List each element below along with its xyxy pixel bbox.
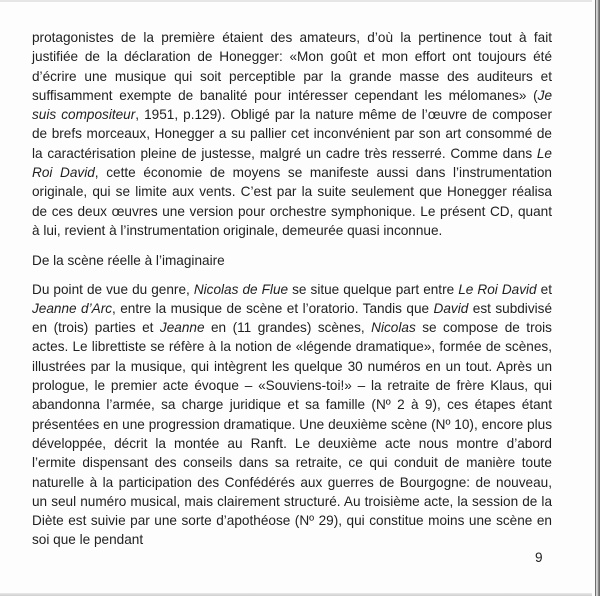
italic-title: Nicolas de Flue — [193, 281, 289, 297]
text-run: est subdivisé en (trois) parties et — [32, 300, 553, 336]
italic-title: Nicolas — [371, 320, 416, 336]
text-run: se situe quelque part entre — [288, 281, 459, 297]
italic-title: Le Roi David — [458, 281, 537, 297]
text-run: se compose de trois actes. Le librettiste se réfère à la notion de «légende dramatique», formée de scènes, illustrées par la musique, qui intègrent les quelque 30 numéros en un tout. Après un prologue, le premier acte évoque – «Souviens-toi!» – la retraite de frère Klaus, qui abandonna l’armée, sa charge juridique et sa famille (Nº 2 à 9), ces étapes étant présentées en une progression dramatique. Une deuxième scène (Nº 10), encore plus développée, décrit la montée au Ranft. Le deuxième acte nous montre d’abord l’ermite dispensant des conseils dans sa retraite, ce qui conduit de manière toute naturelle à la participation des Confédérés aux guerres de Bourgogne: de nouveau, un seul numéro musical, mais clairement structuré. Au troisième acte, la session de la Diète est suivie par une sorte d’apothéose (Nº 29), qui constitue moins une scène en soi que le pendant — [32, 320, 552, 548]
page-number: 9 — [535, 550, 543, 565]
text-run: , 1951, p.129). Obligé par la nature même de l’œuvre de composer de brefs morceaux, Honegger a su pallier cet inconvénient par son art consommé de la caractérisation pleine de justesse, malgré un cadre très resserré. Comme dans — [32, 107, 552, 161]
text-run: Du point de vue du genre, — [32, 281, 194, 297]
intro-paragraph — [32, 28, 552, 240]
text-run: en (11 grandes) scènes, — [204, 320, 372, 336]
text-run: , entre la musique de scène et l’oratorio. Tandis que — [112, 300, 434, 316]
section-paragraph — [32, 280, 552, 550]
text-run: , cette économie de moyens se manifeste aussi dans l’instrumentation originale, qui se limite aux vents. C’est par la suite seulement que Honegger réalisa de ces deux œuvres une version pour orchestre symphonique. Le présent CD, quant à lui, revient à l’instrumentation originale, demeurée quasi inconnue. — [32, 165, 552, 238]
italic-title: Le Roi David — [32, 145, 552, 181]
body-text — [32, 28, 552, 550]
section-heading: De la scène réelle à l’imaginaire — [32, 253, 225, 269]
text-run: protagonistes de la première étaient des amateurs, d’où la pertinence tout à fait justifiée de la déclaration de Honegger: «Mon goût et mon effort ont toujours été d’écrire une musique qui soit perceptible par la grande masse des auditeurs et suffisamment exempte de banalité pour intéresser cependant les mélomanes» ( — [32, 30, 552, 103]
text-run: et — [536, 281, 552, 297]
italic-title: Jeanne d’Arc — [32, 300, 113, 316]
italic-title: David — [433, 300, 469, 316]
italic-title: Je suis compositeur — [32, 87, 552, 123]
italic-title: Jeanne — [159, 320, 205, 336]
page-edge-right — [592, 0, 600, 596]
